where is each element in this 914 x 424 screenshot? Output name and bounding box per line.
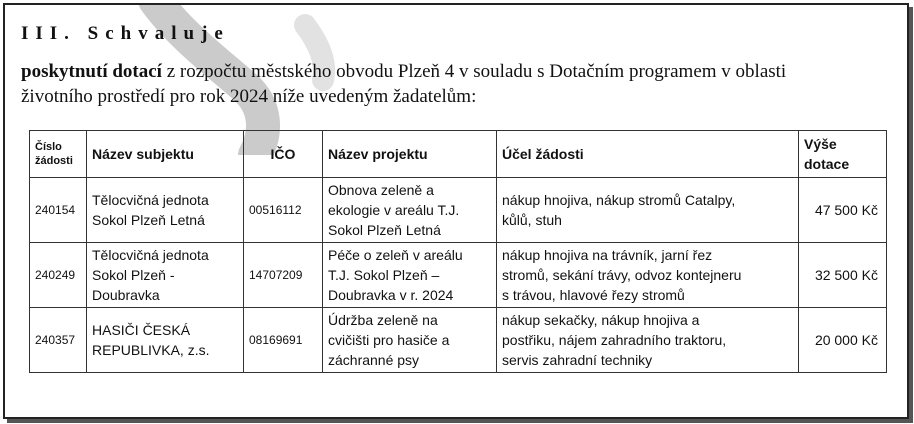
cell-ico: 08169691 <box>244 308 323 373</box>
table-header-row <box>30 131 887 178</box>
header-purpose: Účel žádosti <box>497 131 799 178</box>
section-heading: III. Schvaluje <box>21 23 230 44</box>
table-row <box>30 243 887 308</box>
cell-project: Obnova zeleně a ekologie v areálu T.J. Sokol Plzeň Letná <box>323 178 497 243</box>
cell-number: 240249 <box>30 243 87 308</box>
cell-project: Péče o zeleň v areálu T.J. Sokol Plzeň – Doubravka v r. 2024 <box>323 243 497 308</box>
intro-text: z rozpočtu městského obvodu Plzeň 4 v souladu s Dotačním programem v oblasti životního prostředí pro rok 2024 níže uvedeným žadatelům: <box>21 61 787 107</box>
cell-amount: 32 500 Kč <box>799 243 887 308</box>
cell-purpose: nákup sekačky, nákup hnojiva a postřiku, nájem zahradního traktoru, servis zahradní techniky <box>497 308 799 373</box>
cell-amount: 47 500 Kč <box>799 178 887 243</box>
cell-ico: 14707209 <box>244 243 323 308</box>
header-ico: IČO <box>244 131 323 178</box>
cell-subject: Tělocvičná jednota Sokol Plzeň Letná <box>87 178 244 243</box>
header-number: Číslo žádosti <box>30 131 87 178</box>
cell-subject: Tělocvičná jednota Sokol Plzeň - Doubravka <box>87 243 244 308</box>
cell-subject: HASIČI ČESKÁ REPUBLIVKA, z.s. <box>87 308 244 373</box>
cell-ico: 00516112 <box>244 178 323 243</box>
table-row <box>30 308 887 373</box>
cell-project: Údržba zeleně na cvičišti pro hasiče a záchranné psy <box>323 308 497 373</box>
intro-paragraph <box>21 59 841 109</box>
header-amount: Výše dotace <box>799 131 887 178</box>
table-row <box>30 178 887 243</box>
cell-amount: 20 000 Kč <box>799 308 887 373</box>
header-subject: Název subjektu <box>87 131 244 178</box>
document-frame <box>3 3 909 419</box>
cell-number: 240154 <box>30 178 87 243</box>
cell-number: 240357 <box>30 308 87 373</box>
header-project: Název projektu <box>323 131 497 178</box>
grants-table <box>29 130 887 373</box>
cell-purpose: nákup hnojiva, nákup stromů Catalpy, kůlů, stuh <box>497 178 799 243</box>
cell-purpose: nákup hnojiva na trávník, jarní řez stromů, sekání trávy, odvoz kontejneru s trávou, hlavové řezy stromů <box>497 243 799 308</box>
intro-bold-text: poskytnutí dotací <box>21 61 162 82</box>
